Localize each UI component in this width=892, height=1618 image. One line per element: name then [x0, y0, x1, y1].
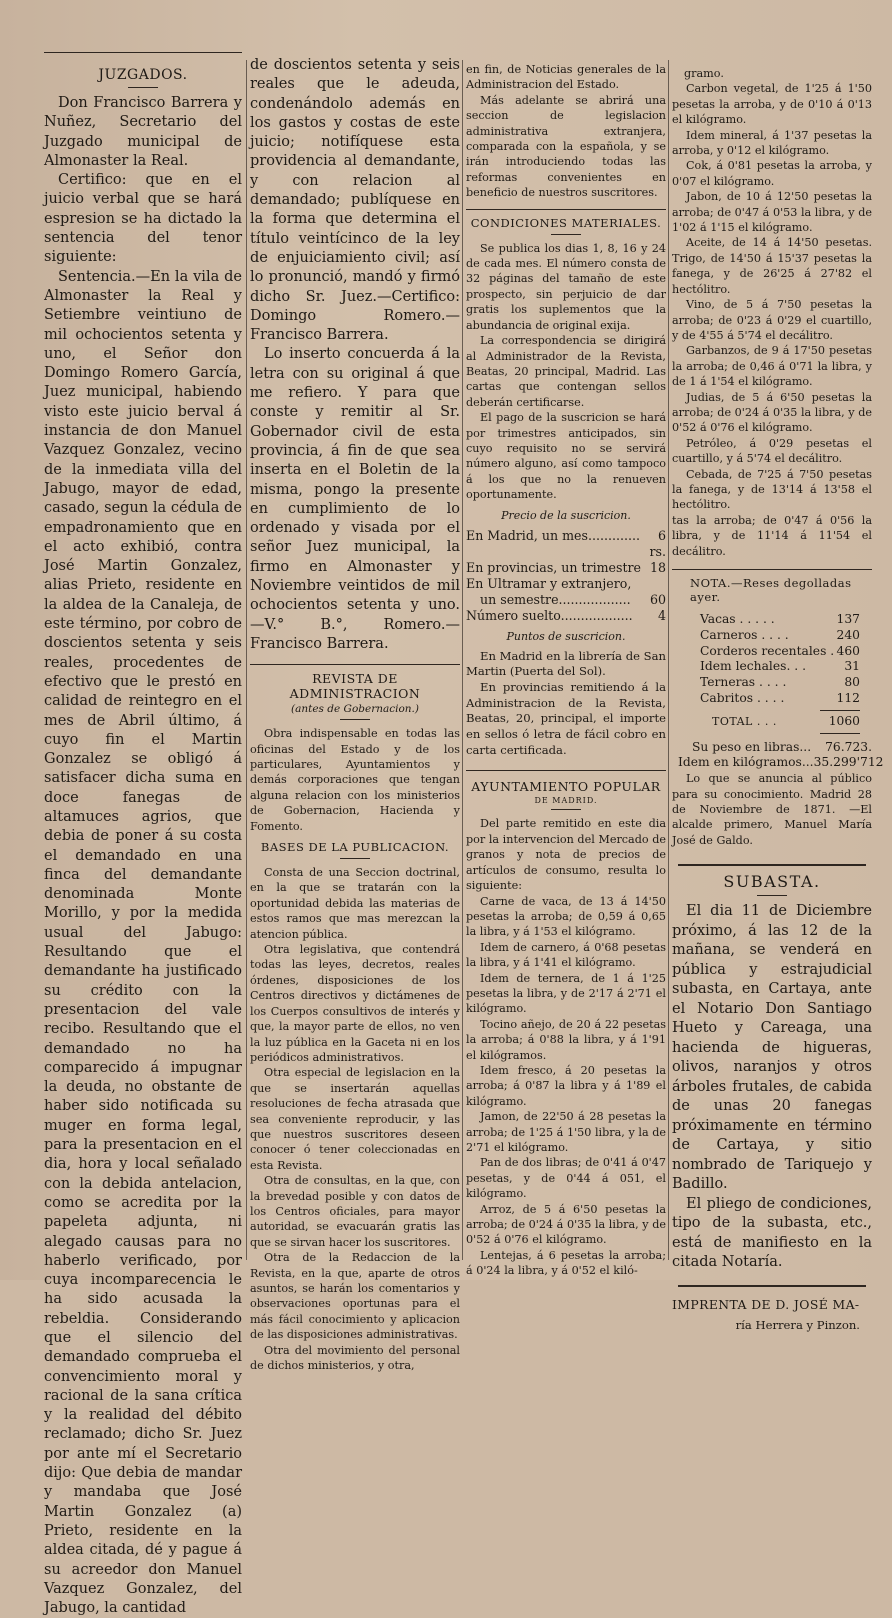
subasta-para: El dia 11 de Diciembre próximo, á las 12 de la mañana, se venderá en pública y estrajudicial subasta, en Cartaya, ante el Notario Don Santiago Hueto y Careaga, una hacienda de higueras, olivos, naranjos y otros árboles frutales, de cabida de unas 20 fanegas próximamente en término de Cartaya, y sitio nombrado de Tariquejo y Badillo. — [672, 903, 872, 1193]
juzgados-para: Certifico: que en el juicio verbal que se hará espresion se ha dictado la sentencia del tenor siguiente: — [44, 172, 242, 266]
reses-row: Vacas . . . . . 137 — [700, 612, 860, 626]
reses-row: Idem lechales. . . 31 — [700, 659, 860, 674]
precio-articulo: Lentejas, á 6 pesetas la arroba; á 0'24 la libra, y á 0'52 el kiló- — [466, 1248, 666, 1278]
precio-articulo: Petróleo, á 0'29 pesetas el cuartillo, y á 5'74 el decálitro. — [672, 436, 872, 466]
precio-articulo: Idem fresco, á 20 pesetas la arroba; á 0'87 la libra y á 1'89 el kilógramo. — [466, 1063, 666, 1108]
column-condiciones — [466, 0, 666, 1280]
rule — [678, 864, 866, 866]
precio-articulo: Idem de ternera, de 1 á 1'25 pesetas la libra, y de 2'17 á 2'71 el kilógramo. — [466, 971, 666, 1016]
rule — [250, 664, 460, 665]
ayuntamiento-intro: Del parte remitido en este dia por la intervencion del Mercado de granos y nota de precios de artículos de consumo, resulta lo siguiente: — [466, 817, 666, 893]
punto-item: En Madrid en la librería de San Martin (Puerta del Sol). — [466, 648, 666, 679]
reses-table — [672, 606, 872, 734]
condicion-item: La correspondencia se dirigirá al Administrador de la Revista, Beatas, 20 principal, Madrid. Las cartas que contengan sellos deberán certificarse. — [466, 334, 666, 409]
noticias-cont: en fin, de Noticias generales de la Administracion del Estado. — [466, 63, 666, 92]
subasta-body — [672, 902, 872, 1273]
rule — [340, 719, 370, 720]
column-divider — [668, 60, 669, 1260]
precio-articulo: Garbanzos, de 9 á 17'50 pesetas la arroba; de 0,46 á 0'71 la libra, y de 1 á 1'54 el kilógramo. — [672, 344, 872, 389]
closing-note: Lo que se anuncia al público para su conocimiento. Madrid 28 de Noviembre de 1871. —El alcalde primero, Manuel María José de Galdo. — [672, 772, 872, 847]
precio-row: En provincias, un trimestre 18 — [466, 559, 666, 575]
column-divider — [246, 60, 247, 1260]
precio-row: Número suelto.................. 4 — [466, 607, 666, 623]
precio-articulo: Idem de carnero, á 0'68 pesetas la libra, y á 1'41 el kilógramo. — [466, 940, 666, 970]
rule — [672, 569, 872, 570]
reses-row: Terneras . . . . 80 — [700, 675, 860, 690]
column-subasta — [672, 0, 884, 1332]
precio-row: En Ultramar y extranjero, — [466, 575, 632, 591]
imprenta-line: IMPRENTA DE D. JOSÉ MA- — [672, 1296, 860, 1312]
bases-item: Consta de una Seccion doctrinal, en la que se tratarán con la oportunidad debida las materias de estos ramos que mas merezcan la atencion pública. — [250, 866, 460, 941]
precio-heading: Precio de la suscricion. — [501, 508, 631, 522]
punto-item: En provincias remitiendo á la Administracion de la Revista, Beatas, 20, principal, el importe en sellos ó letra de fácil cobro en carta certificada. — [466, 679, 666, 757]
condicion-item: El pago de la suscricion se hará por trimestres anticipados, sin cuyo requisito no se servirá número alguno, así como tampoco á los que no la renueven oportunamente. — [466, 411, 666, 502]
column-divider — [462, 60, 463, 1260]
rule — [551, 234, 581, 235]
bases-item: Otra especial de legislacion en la que se insertarán aquellas resoluciones de fecha atrasada que sea conveniente reproducir, y las que nuestros suscritores deseen conocer ó tener coleccionadas en esta Revista. — [250, 1066, 460, 1172]
rule — [466, 209, 666, 210]
rule — [128, 87, 158, 88]
precio-row: En Madrid, un mes............. 6 rs. — [466, 527, 666, 559]
precio-articulo: Vino, de 5 á 7'50 pesetas la arroba; de 0'23 á 0'29 el cuartillo, y de 4'55 á 5'74 el decálitro. — [672, 298, 872, 342]
reses-row: Carneros . . . . 240 — [700, 627, 860, 642]
reses-row: Corderos recentales . 460 — [700, 643, 860, 658]
precio-articulo: Judias, de 5 á 6'50 pesetas la arroba; de 0'24 á 0'35 la libra, y de 0'52 á 0'76 el kilógramo. — [672, 390, 872, 435]
rule — [340, 858, 370, 859]
precio-articulo: Jamon, de 22'50 á 28 pesetas la arroba; de 1'25 á 1'50 libra, y la de 2'71 el kilógramo. — [466, 1110, 666, 1155]
condiciones-heading: CONDICIONES MATERIALES. — [470, 215, 662, 230]
ayuntamiento-heading: AYUNTAMIENTO POPULAR — [471, 779, 661, 795]
subasta-heading: SUBASTA. — [723, 872, 821, 892]
reses-total: TOTAL . . . 1060 — [712, 713, 860, 728]
condicion-item: Se publica los dias 1, 8, 16 y 24 de cada mes. El número consta de 32 páginas del tamaño de este prospecto, sin perjuicio de dar gratis los suplementos que la abundancia de original exija. — [466, 241, 666, 332]
juzgados-heading: JUZGADOS. — [98, 67, 188, 83]
precio-articulo: tas la arroba; de 0'47 á 0'56 la libra, y de 11'14 á 11'54 el decálitro. — [672, 513, 872, 558]
sentence-para: Lo inserto concuerda á la letra con su original á que me refiero. Y para que conste y remitir al Sr. Gobernador civil de esta provincia, á fin de que sea inserta en el Boletin de la misma, pongo la presente en cumplimiento de lo ordenado y visada por el señor Juez municipal, la firmo en Almonaster y Noviembre veintidos de mil ochocientos setenta y uno.—V.° B.°, Romero.—Francisco Barrera. — [250, 346, 460, 652]
precio-articulo: Carbon vegetal, de 1'25 á 1'50 pesetas la arroba, y de 0'10 á 0'13 el kilógramo. — [672, 82, 872, 127]
bases-heading: BASES DE LA PUBLICACION. — [260, 840, 450, 855]
sentence-para: de doscientos setenta y seis reales que le adeuda, condenándolo además en los gastos y costas de este juicio; notifíquese esta providencia al demandante, y con relacion al demandado; publíquese en la forma que determina el título veintícinco de la ley de enjuiciamiento civil; así lo pronunció, mandó y firmó dicho Sr. Juez.—Certifico: Domingo Romero.—Francisco Barrera. — [250, 57, 460, 344]
precio-articulo: Aceite, de 14 á 14'50 pesetas. Trigo, de 14'50 á 15'37 pesetas la fanega, y de 26'25 á 27'82 el hectólitro. — [672, 236, 872, 296]
column-revista — [250, 0, 460, 1373]
precio-articulo: Idem mineral, á 1'37 pesetas la arroba, y 0'12 el kilógramo. — [672, 128, 872, 158]
column-juzgados — [44, 0, 242, 1617]
precio-articulo: Tocino añejo, de 20 á 22 pesetas la arroba; á 0'88 la libra, y á 1'91 el kilógramos. — [466, 1017, 666, 1062]
precio-articulo: Carne de vaca, de 13 á 14'50 pesetas la arroba; de 0,59 á 0,65 la libra, y á 1'53 el kilógramo. — [466, 894, 666, 939]
rule — [551, 809, 581, 810]
juzgados-para: Sentencia.—En la vila de Almonaster la Real y Setiembre veintiuno de mil ochocientos setenta y uno, el Señor don Domingo Romero García, Juez municipal, habiendo visto este juicio berval á instancia de don Manuel Vazquez Gonzalez, vecino de la inmediata villa del Jabugo, mayor de edad, casado, segun la cédula de empadronamiento que en el acto exhibió, contra José Martin Gonzalez, alias Prieto, residente en la aldea de la Canaleja, de este término, por cobro de doscientos setenta y seis reales, procedentes de efectivo que le prestó en calidad de reintegro en el mes de Abril último, á cuyo fin el Martin Gonzalez se obligó á satisfacer dicha suma en doce fanegas de altamuces agrios, que debia de poner á su costa el demandado en una finca del demandante denominada Monte Morillo, y por la medida usual del Jabugo: Resultando que el demandante ha justificado su crédito con la presentacion del vale recibo. Resultando que el demandado no ha comparecido á impugnar la deuda, no obstante de haber sido notificada su muger en forma legal, para la presentacion en el dia, hora y local señalado con la debida antelacion, como se acredita por la papeleta adjunta, ni alegado causas para no haberlo verificado, por cuya incomparecencia le ha sido acusada la rebeldia. Considerando que el silencio del demandado comprueba el convencimiento moral y racional de la sana crítica y la realidad del débito reclamado; dicho Sr. Juez por ante mí el Secretario dijo: Que debia de mandar y mandaba que José Martin Gonzalez (a) Prieto, residente en la aldea citada, dé y pague á su acreedor don Manuel Vazquez Gonzalez, del Jabugo, la cantidad — [44, 268, 242, 1617]
peso-row: Su peso en libras... 76.723. — [692, 739, 872, 754]
rule — [678, 1285, 866, 1287]
rule — [820, 733, 860, 734]
rule — [466, 770, 666, 771]
revista-subheading: (antes de Gobernacion.) — [291, 703, 419, 716]
peso-row: Idem en kilógramos... 35.299'712 — [678, 755, 884, 770]
precio-articulo: Arroz, de 5 á 6'50 pesetas la arroba; de 0'24 á 0'35 la libra, y de 0'52 á 0'76 el kilógramo. — [466, 1202, 666, 1247]
bases-item: Otra del movimiento del personal de dichos ministerios, y otra, — [250, 1343, 460, 1373]
puntos-heading: Puntos de suscricion. — [506, 629, 626, 643]
rule — [820, 710, 860, 711]
ayuntamiento-subheading: DE MADRID. — [534, 796, 598, 806]
rule — [44, 52, 242, 53]
precio-articulo: Jabon, de 10 á 12'50 pesetas la arroba; de 0'47 á 0'53 la libra, y de 1'02 á 1'15 el kilógramo. — [672, 190, 872, 235]
reses-row: Cabritos . . . . 112 — [700, 690, 860, 705]
revista-heading: REVISTA DE ADMINISTRACION — [289, 671, 421, 702]
precio-row: un semestre.................. 60 — [480, 591, 666, 607]
precio-articulo: Pan de dos libras; de 0'41 á 0'47 pesetas, y de 0'44 á 051, el kilógramo. — [466, 1156, 666, 1201]
rule — [757, 895, 787, 896]
juzgados-para: Don Francisco Barrera y Nuñez, Secretario del Juzgado municipal de Almonaster la Real. — [44, 95, 242, 169]
precio-articulo: Cok, á 0'81 pesetas la arroba, y 0'07 el kilógramo. — [672, 159, 872, 188]
bases-item: Otra de consultas, en la que, con la brevedad posible y con datos de los Centros oficiales, para mayor autoridad, se evacuarán gratis las que se sirvan hacer los suscritores. — [250, 1174, 460, 1249]
imprenta-line: ría Herrera y Pinzon. — [735, 1317, 860, 1332]
precio-articulo: Cebada, de 7'25 á 7'50 pesetas la fanega, y de 13'14 á 13'58 el hectólitro. — [672, 467, 872, 512]
mas-adelante: Más adelante se abrirá una seccion de legislacion administrativa extranjera, comparada con la española, y se irán introduciendo todas las reformas convenientes en beneficio de nuestros suscritores. — [466, 93, 666, 200]
nota-heading: NOTA.—Reses degolladas ayer. — [690, 576, 852, 604]
revista-intro: Obra indispensable en todas las oficinas del Estado y de los particulares, Ayuntamientos y demás corporaciones que tengan alguna relacion con los ministerios de Gobernacion, Hacienda y Fomento. — [250, 727, 460, 833]
precio-articulo: gramo. — [684, 67, 724, 80]
bases-item: Otra de la Redaccion de la Revista, en la que, aparte de otros asuntos, se harán los comentarios y observaciones oportunas para el más fácil conocimiento y aplicacion de las disposiciones administrativas. — [250, 1251, 460, 1342]
subasta-para: El pliego de condiciones, tipo de la subasta, etc., está de manifiesto en la citada Notaría. — [672, 1195, 872, 1271]
bases-item: Otra legislativa, que contendrá todas las leyes, decretos, reales órdenes, disposiciones de los Centros directivos y dictámenes de los Cuerpos consultivos de interés y que, la mayor parte de ellos, no ven la luz pública en la Gaceta ni en los periódicos administrativos. — [250, 943, 460, 1064]
